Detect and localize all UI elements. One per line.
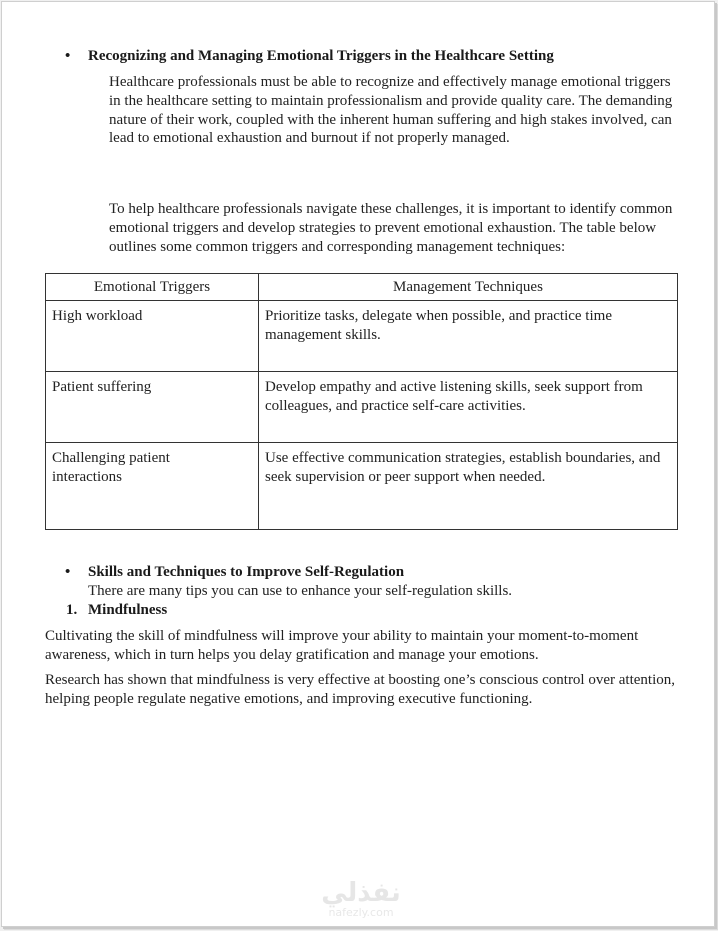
trigger-cell: Challenging patient interactions xyxy=(46,443,259,530)
bullet-icon: • xyxy=(65,48,71,64)
section-heading-emotional-triggers: Recognizing and Managing Emotional Triggers in the Healthcare Setting xyxy=(88,48,554,64)
document-page xyxy=(1,1,715,927)
section-heading-self-regulation: Skills and Techniques to Improve Self-Regulation xyxy=(88,564,405,580)
subheading-mindfulness: Mindfulness xyxy=(88,602,168,618)
table-header-row xyxy=(46,274,678,301)
mindfulness-paragraph-2: Research has shown that mindfulness is very effective at boosting one’s conscious control over attention, helping people regulate negative emotions, and improving executive functioning. xyxy=(45,672,675,707)
bullet-icon: • xyxy=(65,564,71,580)
technique-cell: Develop empathy and active listening skills, seek support from colleagues, and practice self-care activities. xyxy=(259,372,678,443)
watermark-url: nafezly.com xyxy=(328,906,394,919)
trigger-cell: High workload xyxy=(46,301,259,372)
self-regulation-intro: There are many tips you can use to enhance your self-regulation skills. xyxy=(88,583,513,599)
list-number: 1. xyxy=(66,602,78,618)
trigger-cell: Patient suffering xyxy=(46,372,259,443)
mindfulness-paragraph-1: Cultivating the skill of mindfulness will improve your ability to maintain your moment-to-moment awareness, which in turn helps you delay gratification and manage your emotions. xyxy=(45,628,639,663)
column-header-triggers: Emotional Triggers xyxy=(46,274,259,301)
intro-paragraph: Healthcare professionals must be able to recognize and effectively manage emotional triggers in the healthcare setting to maintain professionalism and provide quality care. The demanding nature of their work, coupled with the inherent human suffering and high stakes involved, can lead to emotional exhaustion and burnout if not properly managed. xyxy=(109,74,673,147)
table-row xyxy=(46,301,678,372)
watermark xyxy=(302,879,420,919)
column-header-techniques: Management Techniques xyxy=(259,274,678,301)
table-intro-paragraph: To help healthcare professionals navigate these challenges, it is important to identify common emotional triggers and develop strategies to prevent emotional exhaustion. The table below outlines some common triggers and corresponding management techniques: xyxy=(109,201,673,255)
table-row xyxy=(46,372,678,443)
technique-cell: Use effective communication strategies, establish boundaries, and seek supervision or peer support when needed. xyxy=(259,443,678,530)
watermark-logo: نفذلي xyxy=(321,878,401,908)
technique-cell: Prioritize tasks, delegate when possible, and practice time management skills. xyxy=(259,301,678,372)
table-row xyxy=(46,443,678,530)
triggers-table xyxy=(45,273,678,530)
